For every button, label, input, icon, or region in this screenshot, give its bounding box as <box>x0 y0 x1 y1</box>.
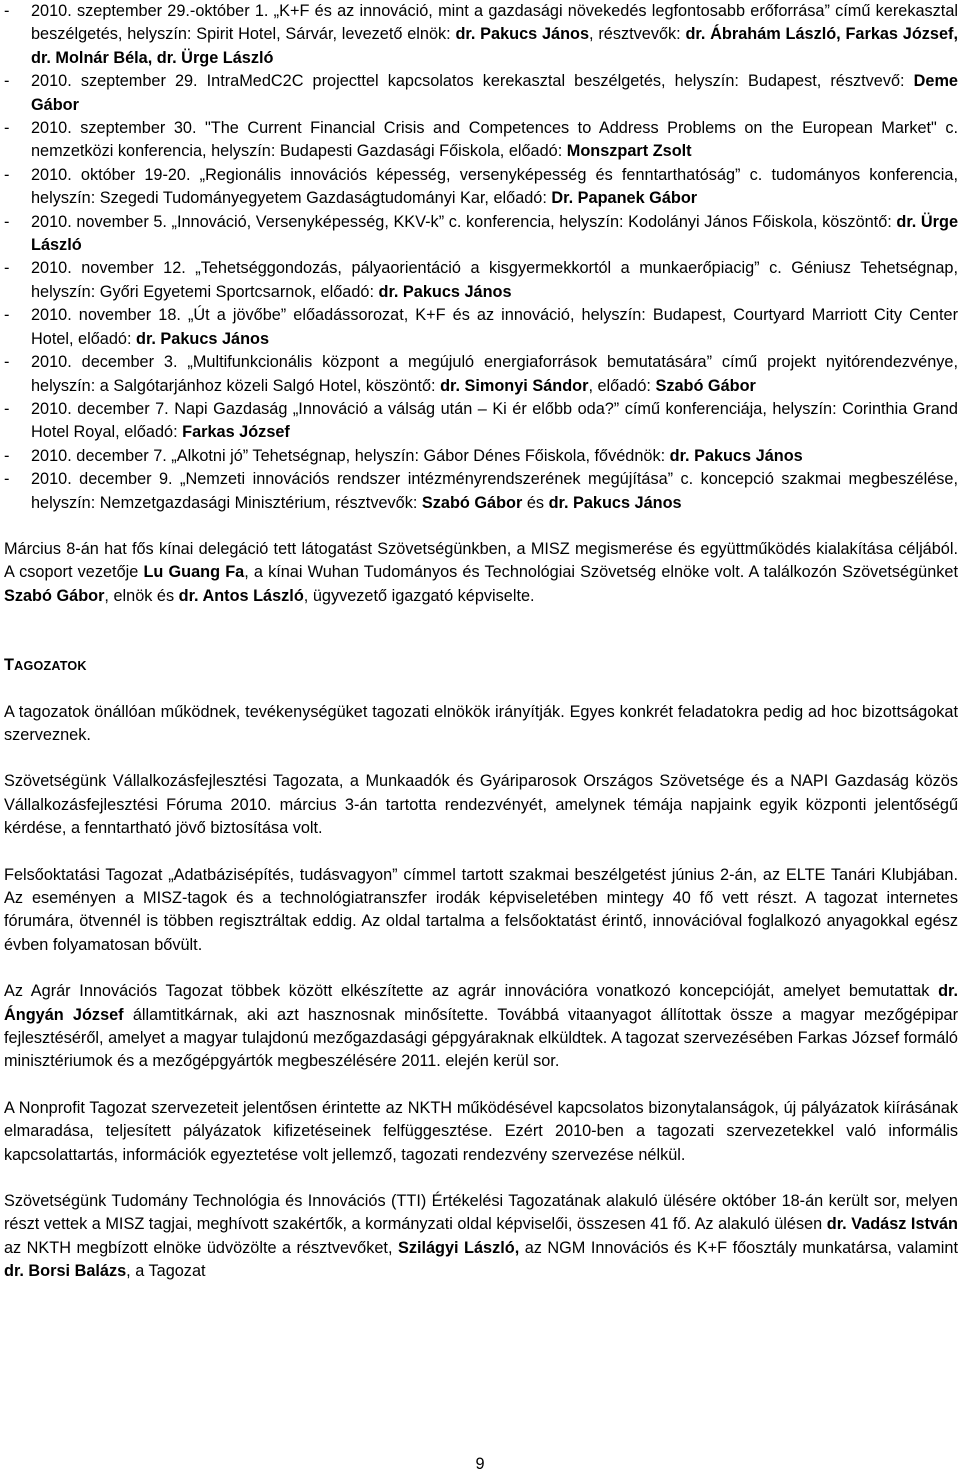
delegation-paragraph <box>4 538 958 608</box>
event-item <box>4 257 958 304</box>
text-run: államtitkárnak, aki azt hasznosnak minősítette. Továbbá vitaanyagot állítottak össze a magyar mezőgépipar fejlesztéséről, amelyet a magyar tulajdonú mezőgazdasági gépgyáraknak elküldtek. A tagozat szervezésében Farkas József formáló minisztériumok és a mezőgépgyártók megbeszélésére 2011. elején kerül sor. <box>4 1005 958 1071</box>
text-run: 2010. december 7. Napi Gazdaság „Innováció a válság után – Ki ér előbb oda?” című konferenciája, helyszín: Corinthia Grand Hotel Royal, előadó: <box>31 399 958 442</box>
text-run: Felsőoktatási Tagozat „Adatbázisépítés, tudásvagyon” címmel tartott szakmai beszélgetést június 2-án, az ELTE Tanári Klubjában. Az eseményen a MISZ-tagok és a technológiatranszfer irodák képviseletében mintegy 40 fő vett részt. A tagozat internetes fórumára, ötvennél is többen regisztráltak eddig. Az oldal tartalma a felsőoktatást érintő, innovációval foglalkozó anyagokkal egész évben folyamatosan bővült. <box>4 865 958 954</box>
text-run: 2010. szeptember 29.-október 1. „K+F és az innováció, mint a gazdasági növekedés legfontosabb erőforrása” című kerekasztal beszélgetés, helyszín: Spirit Hotel, Sárvár, levezető elnök: <box>31 2 958 44</box>
list-dash: - <box>4 470 10 489</box>
bold-text-run: Lu Guang Fa <box>143 563 245 582</box>
paragraph-felsooktatasi <box>4 864 958 958</box>
bold-text-run: Deme Gábor <box>31 72 958 114</box>
text-run: 2010. december 7. „Alkotni jó” Tehetségnap, helyszín: Gábor Dénes Főiskola, fővédnök: <box>31 446 670 465</box>
text-run: az NKTH megbízott elnöke üdvözölte a résztvevőket, <box>4 1238 398 1257</box>
bold-text-run: Szabó Gábor <box>4 586 105 605</box>
list-dash: - <box>4 399 10 418</box>
list-dash: - <box>4 446 10 465</box>
event-item <box>4 304 958 351</box>
text-run: Szövetségünk Tudomány Technológia és Innovációs (TTI) Értékelési Tagozatának alakuló ülésére október 18-án került sor, melyen részt vettek a MISZ tagjai, meghívott szakértők, a kormányzati oldal képviselői, összesen 41 fő. Az alakuló ülésen <box>4 1192 958 1234</box>
bold-text-run: Szilágyi László, <box>397 1238 520 1257</box>
event-item <box>4 211 958 258</box>
text-run: A tagozatok önállóan működnek, tevékenységüket tagozati elnökök irányítják. Egyes konkrét feladatokra pedig ad hoc bizottságokat szerveznek. <box>4 702 958 744</box>
bold-text-run: dr. Pakucs János <box>455 25 590 44</box>
bold-text-run: Szabó Gábor <box>421 493 523 512</box>
bold-text-run: dr. Vadász István <box>826 1215 958 1234</box>
bold-text-run: Farkas József <box>182 423 290 442</box>
text-run: 2010. szeptember 29. IntraMedC2C projecttel kapcsolatos kerekasztal beszélgetés, helyszín: Budapest, résztvevő: <box>31 72 914 91</box>
event-item <box>4 445 958 468</box>
text-run: , résztvevők: <box>589 25 686 44</box>
list-dash: - <box>4 2 10 20</box>
bold-text-run: dr. Pakucs János <box>669 446 803 465</box>
bold-text-run: dr. Ürge László <box>31 212 958 255</box>
paragraph-tagozatok-intro <box>4 701 958 748</box>
page-content <box>4 0 958 1284</box>
text-run: , előadó: <box>588 376 656 395</box>
bold-text-run: dr. Ángyán József <box>4 982 958 1024</box>
text-run: 2010. december 9. „Nemzeti innovációs rendszer intézményrendszerének megújítása” c. koncepció szakmai megbeszélése, helyszín: Nemzetgazdasági Minisztérium, résztvevők: <box>31 470 958 512</box>
event-item <box>4 117 958 164</box>
text-run: Szövetségünk Vállalkozásfejlesztési Tagozata, a Munkaadók és Gyáriparosok Országos Szövetsége és a NAPI Gazdaság közös Vállalkozásfejlesztési Fóruma 2010. március 3-án tartotta rendezvényét, amelynek témája napjaink egyik központi jelentőségű kérdése, a fenntartható jövő biztosítása volt. <box>4 772 958 838</box>
event-item <box>4 0 958 70</box>
text-run: , elnök és <box>104 586 179 605</box>
bold-text-run: Monszpart Zsolt <box>566 142 692 161</box>
bold-text-run: dr. Pakucs János <box>136 329 270 348</box>
bold-text-run: dr. Ábrahám László, Farkas József, dr. Molnár Béla, dr. Ürge László <box>31 25 958 67</box>
paragraph-vallalkozasfejlesztesi <box>4 770 958 840</box>
text-run: Március 8-án hat fős kínai delegáció tett látogatást Szövetségünkben, a MISZ megismerése és együttműködés kialakítása céljából. A csoport vezetője <box>4 539 958 582</box>
bold-text-run: Dr. Papanek Gábor <box>551 189 698 208</box>
list-dash: - <box>4 353 10 372</box>
text-run: , a kínai Wuhan Tudományos és Technológiai Szövetség elnöke volt. A találkozón Szövetségünket <box>244 563 958 582</box>
paragraph-nonprofit <box>4 1097 958 1167</box>
bold-text-run: dr. Pakucs János <box>378 282 512 301</box>
event-item <box>4 398 958 445</box>
text-run: az NGM Innovációs és K+F főosztály munkatársa, valamint <box>519 1238 958 1257</box>
list-dash: - <box>4 306 10 325</box>
event-item <box>4 70 958 117</box>
text-run: , a Tagozat <box>126 1262 206 1281</box>
event-item <box>4 164 958 211</box>
list-dash: - <box>4 212 10 231</box>
text-run: 2010. október 19-20. „Regionális innovációs képesség, versenyképesség és fenntarthatóság” c. tudományos konferencia, helyszín: Szegedi Tudományegyetem Gazdaságtudományi Kar, előadó: <box>31 165 958 208</box>
event-item <box>4 468 958 515</box>
event-list <box>4 0 958 515</box>
list-dash: - <box>4 259 10 278</box>
text-run: A Nonprofit Tagozat szervezeteit jelentősen érintette az NKTH működésével kapcsolatos bizonytalanságok, új pályázatok kiírásának elmaradása, teljesített pályázatok kifizetéseinek felfüggesztése. Ezért 2010-ben a tagozati szervezetekkel való informális kapcsolattartás, információk egyeztetése volt jellemző, tagozati rendezvény szervezése nélkül. <box>4 1098 958 1164</box>
text-run: , ügyvezető igazgató képviselte. <box>303 586 535 605</box>
bold-text-run: dr. Antos László <box>178 586 304 605</box>
paragraph-agrar <box>4 980 958 1074</box>
text-run: Az Agrár Innovációs Tagozat többek között elkészítette az agrár innovációra vonatkozó koncepcióját, amelyet bemutattak <box>4 982 939 1001</box>
text-run: 2010. november 5. „Innováció, Versenyképesség, KKV-k” c. konferencia, helyszín: Kodolányi János Főiskola, köszöntő: <box>31 212 897 231</box>
text-run: 2010. december 3. „Multifunkcionális központ a megújuló energiaforrások bemutatására” című projekt nyitórendezvénye, helyszín: a Salgótarjánhoz közeli Salgó Hotel, köszöntő: <box>31 353 958 395</box>
section-title-initial: T <box>4 656 15 675</box>
list-dash: - <box>4 72 10 91</box>
text-run: 2010. november 12. „Tehetséggondozás, pályaorientáció a kisgyermekkortól a munkaerőpiacig” c. Géniusz Tehetségnap, helyszín: Győri Egyetemi Sportcsarnok, előadó: <box>31 259 958 301</box>
text-run: 2010. szeptember 30. "The Current Financial Crisis and Competences to Address Problems on the European Market" c. nemzetközi konferencia, helyszín: Budapesti Gazdasági Főiskola, előadó: <box>31 119 958 161</box>
section-title-rest: AGOZATOK <box>14 659 87 674</box>
page-number: 9 <box>475 1455 485 1473</box>
section-title <box>4 654 958 678</box>
paragraph-tti <box>4 1190 958 1284</box>
bold-text-run: dr. Pakucs János <box>548 493 682 512</box>
event-item <box>4 351 958 398</box>
list-dash: - <box>4 119 10 138</box>
bold-text-run: Szabó Gábor <box>655 376 756 395</box>
bold-text-run: dr. Borsi Balázs <box>4 1262 127 1281</box>
list-dash: - <box>4 165 10 184</box>
bold-text-run: dr. Simonyi Sándor <box>440 376 589 395</box>
text-run: 2010. november 18. „Út a jövőbe” előadássorozat, K+F és az innováció, helyszín: Budapest, Courtyard Marriott City Center Hotel, előadó: <box>31 306 958 348</box>
text-run: és <box>522 493 549 512</box>
